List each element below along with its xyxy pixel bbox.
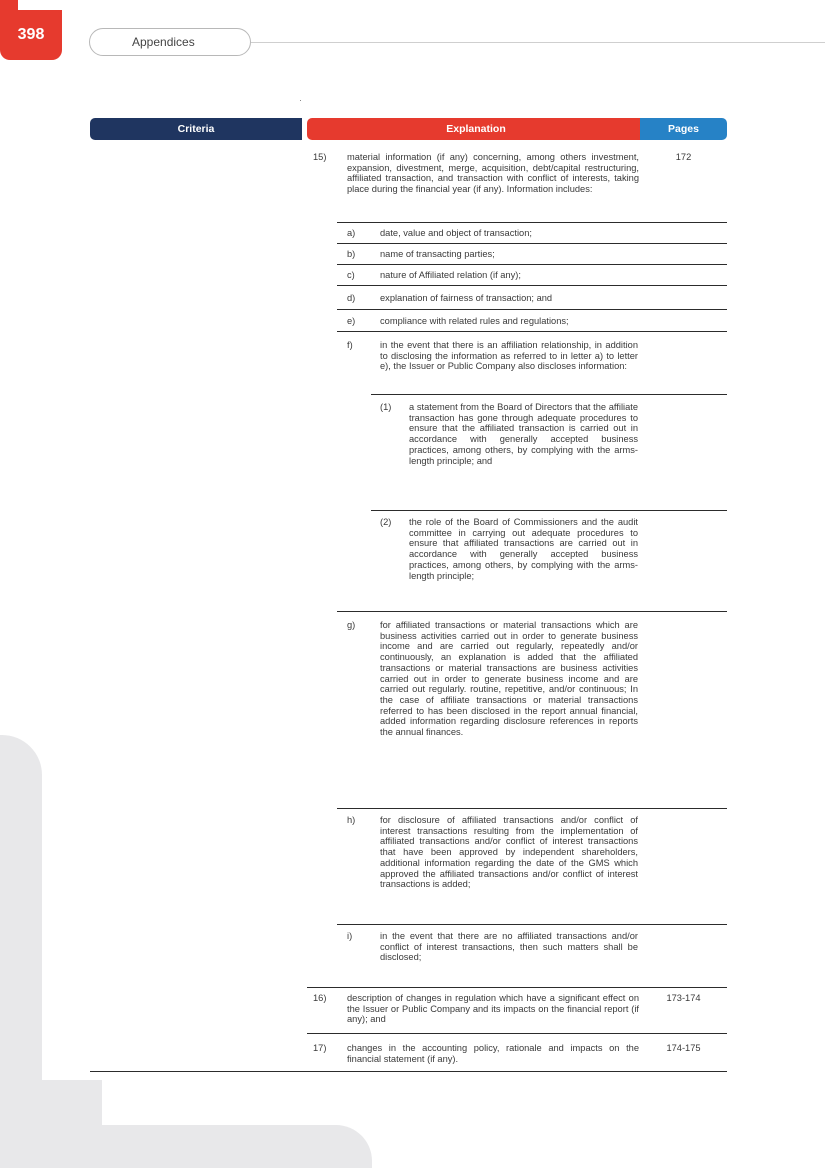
row-divider: [337, 924, 727, 925]
page-number: 398: [0, 10, 62, 60]
row-divider: [337, 309, 727, 310]
page-ref: 173-174: [666, 993, 701, 1003]
row-divider: [337, 331, 727, 332]
background-shape-bottom: [0, 1125, 372, 1168]
row-divider: [307, 987, 727, 988]
background-shape: [0, 735, 42, 1168]
row-divider: [371, 510, 727, 511]
page-ref: 172: [675, 152, 692, 162]
row-divider: [337, 611, 727, 612]
table-bottom-border: [90, 1071, 727, 1072]
row-divider: [337, 808, 727, 809]
row-divider: [371, 394, 727, 395]
criteria-header: Criteria: [90, 118, 302, 140]
row-divider: [307, 1033, 727, 1034]
row-divider: [337, 243, 727, 244]
row-divider: [337, 264, 727, 265]
dot-mark: [300, 100, 301, 101]
pages-header: Pages: [640, 118, 727, 140]
explanation-header: Explanation: [307, 118, 645, 140]
page-ref: 174-175: [666, 1043, 701, 1053]
header-divider: [251, 42, 825, 43]
row-divider: [337, 222, 727, 223]
section-label: Appendices: [89, 28, 251, 56]
row-divider: [337, 285, 727, 286]
